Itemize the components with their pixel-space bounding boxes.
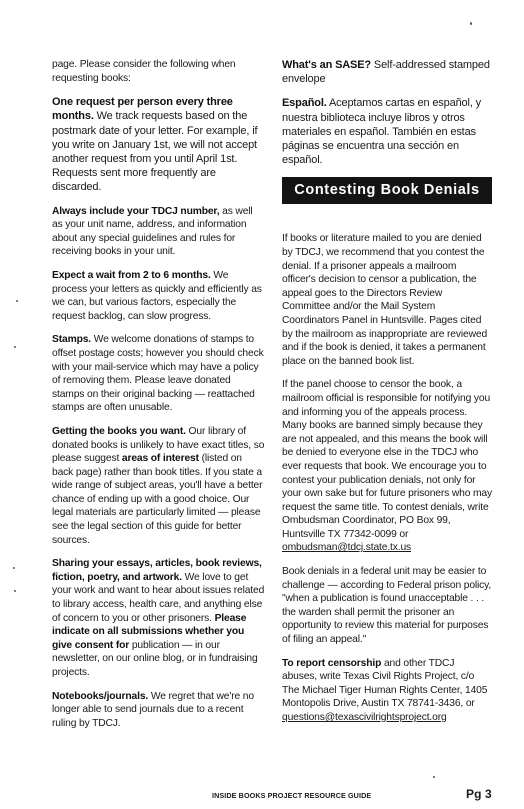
page-number: Pg 3 xyxy=(466,787,492,801)
sase-paragraph: What's an SASE? Self-addressed stamped envelope xyxy=(282,59,490,86)
sharing-paragraph: Sharing your essays, articles, book reviews, fiction, poetry, and artwork. We love to get your work and want to hear about issues related to library access, health care, and anything else of concern to you or other prisoners. Please indicate on all submissions whether you give consent for publication — in our newsletter, on our online blog, or in fundraising projects. xyxy=(52,558,265,679)
getting-books-heading: Getting the books you want. xyxy=(52,425,186,437)
intro-paragraph: page. Please consider the following when requesting books: xyxy=(52,59,236,84)
denial-paragraph-2: If the panel choose to censor the book, a mailroom official is responsible for notifying you and informing you of the appeals process. Many books are banned simply because they are not appealed, and this means the book will be denied to everyone else in the TDCJ who ever requests that book. We encourage you to contest your publication denials, not only for your own sake but for future prisoners who may request the same title. To contest denials, write Ombudsman Coordinator, PO Box 99, Huntsville TX 77342-0099 or ombudsman@tdcj.state.tx.us xyxy=(282,379,493,554)
left-column xyxy=(52,58,265,740)
report-censorship-heading: To report censorship xyxy=(282,657,382,669)
wait-paragraph: Expect a wait from 2 to 6 months. We process your letters as quickly and efficiently as we can, but various factors, especially the request backlog, can slow progress. xyxy=(52,269,262,322)
scan-speck xyxy=(433,776,435,778)
sase-heading: What's an SASE? xyxy=(282,59,371,71)
section-heading-banner: Contesting Book Denials xyxy=(282,177,492,204)
espanol-paragraph: Español. Aceptamos cartas en español, y nuestra biblioteca incluye libros y otros materiales en español. También en estas páginas se encuentra una sección en español. xyxy=(282,97,481,167)
ombudsman-email-link[interactable]: ombudsman@tdcj.state.tx.us xyxy=(282,542,412,554)
report-censorship-paragraph: To report censorship and other TDCJ abuses, write Texas Civil Rights Project, c/o The Michael Tiger Human Rights Center, 1405 Montopolis Drive, Austin TX 78741-3436, or questions@texascivilrightsproject.org xyxy=(282,657,488,724)
stamps-paragraph: Stamps. We welcome donations of stamps to offset postage costs; however you should check with your mail-service which may have a policy of removing them. Please leave donated stamps on their original backing — reattached stamps are often unusable. xyxy=(52,334,264,414)
scan-speck xyxy=(13,567,15,569)
sharing-heading: Sharing your essays, articles, book reviews, fiction, poetry, and artwork. xyxy=(52,558,262,583)
one-request-heading: One request per person every three months. xyxy=(52,96,233,123)
wait-heading: Expect a wait from 2 to 6 months. xyxy=(52,269,211,281)
areas-of-interest-emphasis: areas of interest xyxy=(121,453,199,465)
espanol-heading: Español. xyxy=(282,97,327,110)
getting-books-paragraph: Getting the books you want. Our library of donated books is unlikely to have exact titles, so please suggest areas of interest (listed on back page) rather than book titles. If you state a wide range of subject areas, you'll have a better chance of ending up with a good choice. Our legal materials are particularly limited — please see the legal section of this guide for better sources. xyxy=(52,425,265,546)
right-column xyxy=(282,58,492,735)
guide-title: INSIDE BOOKS PROJECT RESOURCE GUIDE xyxy=(212,791,372,800)
tdcj-number-heading: Always include your TDCJ number, xyxy=(52,205,220,217)
notebooks-paragraph: Notebooks/journals. We regret that we're no longer able to send journals due to a recent ruling by TDCJ. xyxy=(52,690,254,729)
scan-speck xyxy=(14,590,16,592)
scan-speck xyxy=(16,300,18,302)
one-request-paragraph: One request per person every three months. We track requests based on the postmark date of your letter. For example, if you write on January 1st, we will not accept another request from you until April 1st. Requests sent more frequently are discarded. xyxy=(52,96,258,194)
stamps-heading: Stamps. xyxy=(52,334,92,346)
notebooks-heading: Notebooks/journals. xyxy=(52,690,149,702)
scan-speck xyxy=(14,346,16,348)
denial-paragraph-1: If books or literature mailed to you are denied by TDCJ, we recommend that you contest the denial. If a prisoner appeals a mailroom officer's decision to censor a publication, the appeal goes to the Directors Review Committee and/or the Mail System Coordinators Panel in Huntsville. Pages cited by the mailroom as inappropriate are reviewed and if the book is denied, it takes a permanent place on the banned book list. xyxy=(282,233,488,367)
scan-speck xyxy=(470,22,472,25)
civil-rights-email-link[interactable]: questions@texascivilrightsproject.org xyxy=(282,712,447,724)
tdcj-number-paragraph: Always include your TDCJ number, as well as your unit name, address, and information about any special guidelines and rules for receiving books in your unit. xyxy=(52,205,253,258)
federal-denial-paragraph: Book denials in a federal unit may be easier to challenge — according to Federal prison policy, "when a publication is found unacceptable . . . the warden shall permit the prisoner an opportunity to review this material for purposes of filing an appeal." xyxy=(282,566,492,646)
consent-emphasis: Please indicate on all submissions whether you give consent for xyxy=(52,612,247,651)
